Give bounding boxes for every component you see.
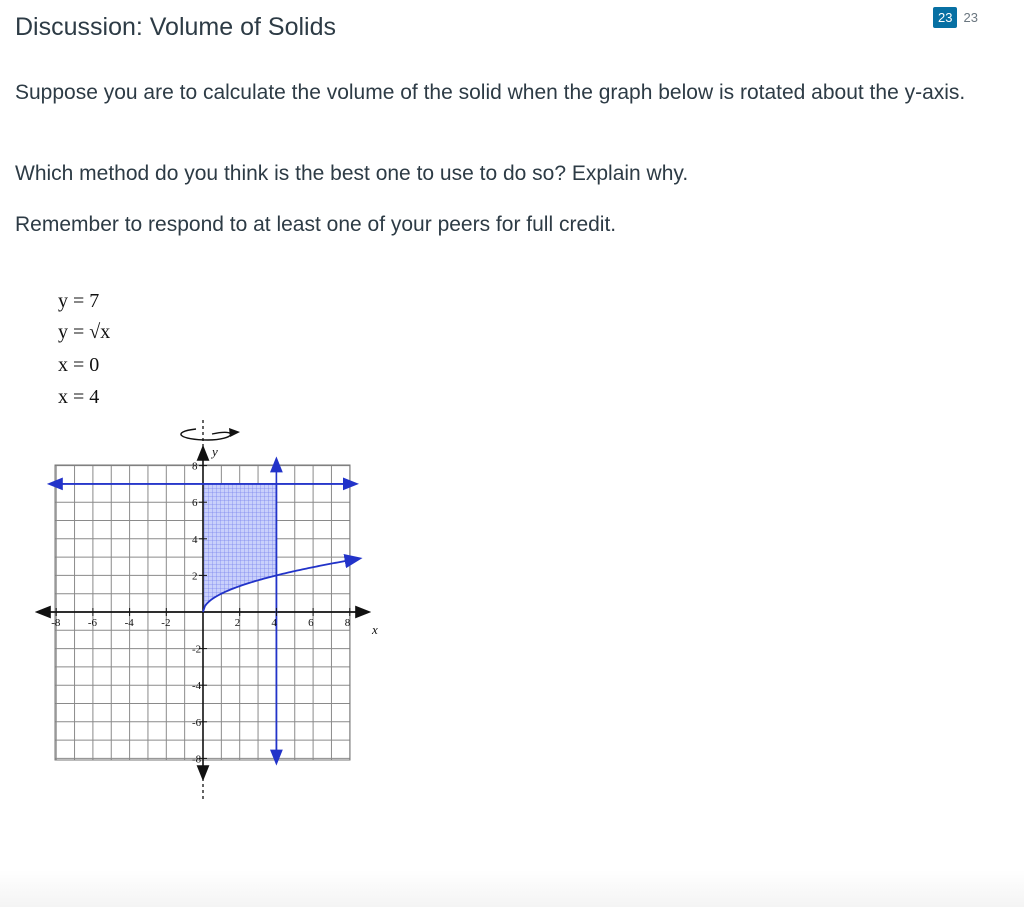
- equation-y-equals-sqrt-x: y = √x: [58, 321, 111, 343]
- page-bottom-fade: [0, 870, 1024, 907]
- x-tick-label: -8: [51, 617, 61, 629]
- y-tick-label: -8: [192, 753, 202, 766]
- tick-labels: [51, 461, 351, 766]
- y-tick-label: -4: [192, 680, 202, 693]
- x-tick-label: -6: [87, 617, 98, 629]
- x-tick-label: 8: [344, 617, 351, 629]
- x-axis-label: x: [372, 622, 378, 637]
- equation-x-equals-0: x = 0: [58, 354, 100, 376]
- axes: [38, 420, 378, 800]
- y-axis-label: y: [212, 444, 218, 459]
- x-tick-label: 4: [271, 617, 277, 629]
- y-tick-label: 6: [192, 497, 198, 510]
- page-title: Discussion: Volume of Solids: [15, 13, 336, 41]
- prompt-paragraph-3: Remember to respond to at least one of your peers for full credit.: [15, 213, 617, 236]
- x-tick-label: -4: [124, 617, 134, 629]
- y-tick-label: -2: [192, 643, 202, 656]
- prompt-paragraph-1: Suppose you are to calculate the volume of the solid when the graph below is rotated about the y-axis.: [15, 81, 966, 104]
- y-tick-label: 2: [192, 570, 198, 583]
- equation-x-equals-4: x = 4: [58, 386, 100, 408]
- rotation-arrow-icon: [181, 428, 240, 440]
- prompt-paragraph-2: Which method do you think is the best one to use to do so? Explain why.: [15, 162, 689, 185]
- equation-y-equals-7: y = 7: [58, 290, 100, 312]
- y-tick-label: 4: [192, 533, 198, 546]
- y-tick-label: 8: [192, 460, 198, 473]
- x-tick-label: 6: [308, 617, 314, 629]
- x-tick-label: -2: [161, 617, 171, 629]
- unread-count-badge[interactable]: 23: [933, 7, 957, 28]
- y-tick-label: -6: [192, 716, 202, 729]
- total-count-badge: 23: [963, 10, 978, 25]
- x-tick-label: 2: [234, 617, 241, 629]
